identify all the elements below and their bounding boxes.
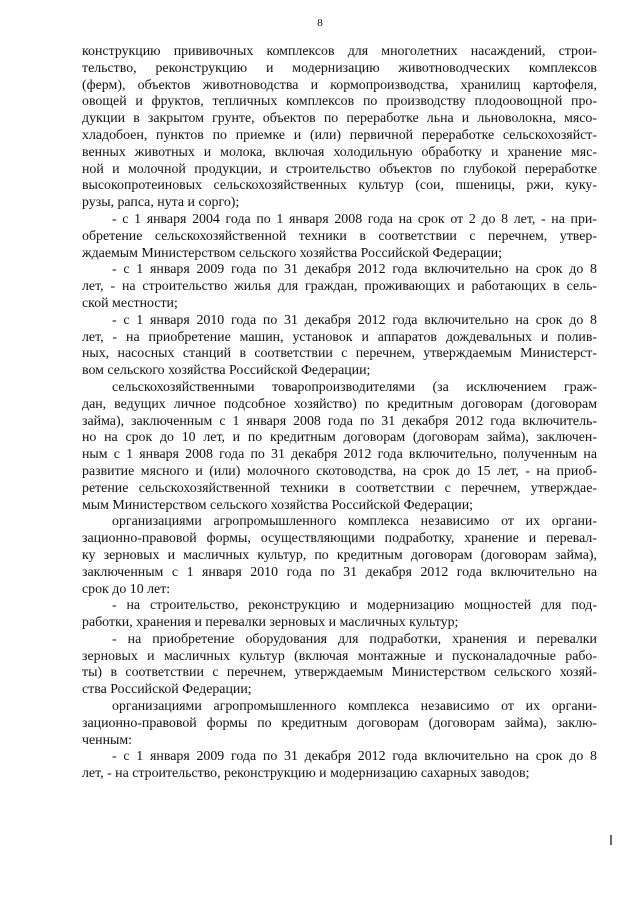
text-line: лет, - на строительство, реконструкцию и модернизацию сахарных заводов; bbox=[82, 766, 530, 782]
text-line: займа), заключенным с 1 января 2008 года по 31 декабря 2012 года включитель- bbox=[82, 413, 597, 429]
paragraph bbox=[82, 749, 597, 783]
text-line: лет, - на строительство жилья для граждан, проживающих и работающих в сель- bbox=[82, 279, 597, 295]
text-line: хладобоен, пунктов по приемке и (или) первичной переработке сельскохозяйст- bbox=[82, 127, 597, 143]
paragraph bbox=[82, 514, 597, 598]
text-line: венных животных и молока, включая холодильную обработку и хранение мяс- bbox=[82, 144, 597, 160]
text-line: - с 1 января 2009 года по 31 декабря 2012 года включительно на срок до 8 bbox=[112, 262, 597, 278]
text-line: ты) в соответствии с перечнем, утверждаемым Министерством сельского хозяй- bbox=[82, 665, 597, 681]
text-line: зационно-правовой формы по кредитным договорам (договорам займа), заклю- bbox=[82, 715, 597, 731]
text-line: ретение сельскохозяйственной техники в соответствии с перечнем, утверждае- bbox=[82, 480, 597, 496]
text-line: овощей и фруктов, тепличных комплексов по производству плодоовощной про- bbox=[82, 94, 597, 110]
text-line: ным с 1 января 2008 года по 31 декабря 2012 года включительно, полученным на bbox=[82, 447, 597, 463]
text-line: (ферм), объектов животноводства и кормопроизводства, хранилищ картофеля, bbox=[82, 77, 597, 93]
text-line: работки, хранения и перевалки зерновых и масличных культур; bbox=[82, 615, 459, 631]
text-line: - на строительство, реконструкцию и модернизацию мощностей для под- bbox=[112, 598, 597, 614]
text-line: организациями агропромышленного комплекса независимо от их органи- bbox=[112, 514, 597, 530]
text-line: лет, - на приобретение машин, установок и аппаратов дождевальных и полив- bbox=[82, 329, 597, 345]
text-line: организациями агропромышленного комплекса независимо от их органи- bbox=[112, 699, 597, 715]
text-line: рузы, рапса, нута и сорго); bbox=[82, 195, 240, 211]
text-line: ждаемым Министерством сельского хозяйства Российской Федерации; bbox=[82, 245, 503, 261]
text-line: дан, ведущих личное подсобное хозяйство) по кредитным договорам (договорам bbox=[82, 396, 597, 412]
text-line: развитие мясного и (или) молочного скотоводства, на срок до 15 лет, - на приоб- bbox=[82, 463, 597, 479]
scan-artifact bbox=[610, 835, 612, 845]
text-line: ных, насосных станций в соответствии с перечнем, утверждаемым Министерст- bbox=[82, 346, 597, 362]
paragraph bbox=[82, 598, 597, 632]
text-line: - с 1 января 2004 года по 1 января 2008 года на срок от 2 до 8 лет, - на при- bbox=[112, 211, 597, 227]
paragraph bbox=[82, 380, 597, 514]
text-line: мым Министерством сельского хозяйства Российской Федерации; bbox=[82, 497, 474, 513]
text-line: - на приобретение оборудования для подработки, хранения и перевалки bbox=[112, 631, 597, 647]
text-line: дукции в закрытом грунте, объектов по переработке льна и льноволокна, мясо- bbox=[82, 111, 597, 127]
text-line: высокопротеиновых сельскохозяйственных культур (сои, пшеницы, ржи, куку- bbox=[82, 178, 597, 194]
text-line: заключенным с 1 января 2010 года по 31 декабря 2012 года включительно на bbox=[82, 564, 597, 580]
text-line: срок до 10 лет: bbox=[82, 581, 171, 597]
document-body bbox=[82, 44, 597, 783]
text-line: - с 1 января 2010 года по 31 декабря 2012 года включительно на срок до 8 bbox=[112, 312, 597, 328]
paragraph bbox=[82, 632, 597, 699]
page-number: 8 bbox=[317, 17, 323, 29]
text-line: - с 1 января 2009 года по 31 декабря 2012 года включительно на срок до 8 bbox=[112, 749, 597, 765]
text-line: конструкцию прививочных комплексов для многолетних насаждений, строи- bbox=[82, 44, 597, 59]
paragraph bbox=[82, 212, 597, 262]
text-line: зерновых и масличных культур (включая монтажные и пусконаладочные рабо- bbox=[82, 648, 597, 664]
paragraph bbox=[82, 313, 597, 380]
text-line: ства Российской Федерации; bbox=[82, 682, 252, 698]
text-line: вом сельского хозяйства Российской Федерации; bbox=[82, 363, 371, 379]
paragraph bbox=[82, 262, 597, 312]
text-line: зационно-правовой формы, осуществляющими подработку, хранение и перевал- bbox=[82, 531, 597, 547]
text-line: но на срок до 10 лет, и по кредитным договорам (договорам займа), заключен- bbox=[82, 430, 597, 446]
text-line: ской местности; bbox=[82, 295, 178, 311]
paragraph bbox=[82, 44, 597, 212]
text-line: ченным: bbox=[82, 732, 133, 748]
text-line: сельскохозяйственными товаропроизводителями (за исключением граж- bbox=[112, 379, 597, 395]
text-line: ку зерновых и масличных культур, по кредитным договорам (договорам займа), bbox=[82, 547, 597, 563]
text-line: ной и молочной продукции, и строительство объектов по глубокой переработке bbox=[82, 161, 597, 177]
paragraph bbox=[82, 699, 597, 749]
text-line: обретение сельскохозяйственной техники в соответствии с перечнем, утвер- bbox=[82, 228, 597, 244]
text-line: тельство, реконструкцию и модернизацию животноводческих комплексов bbox=[82, 60, 597, 76]
